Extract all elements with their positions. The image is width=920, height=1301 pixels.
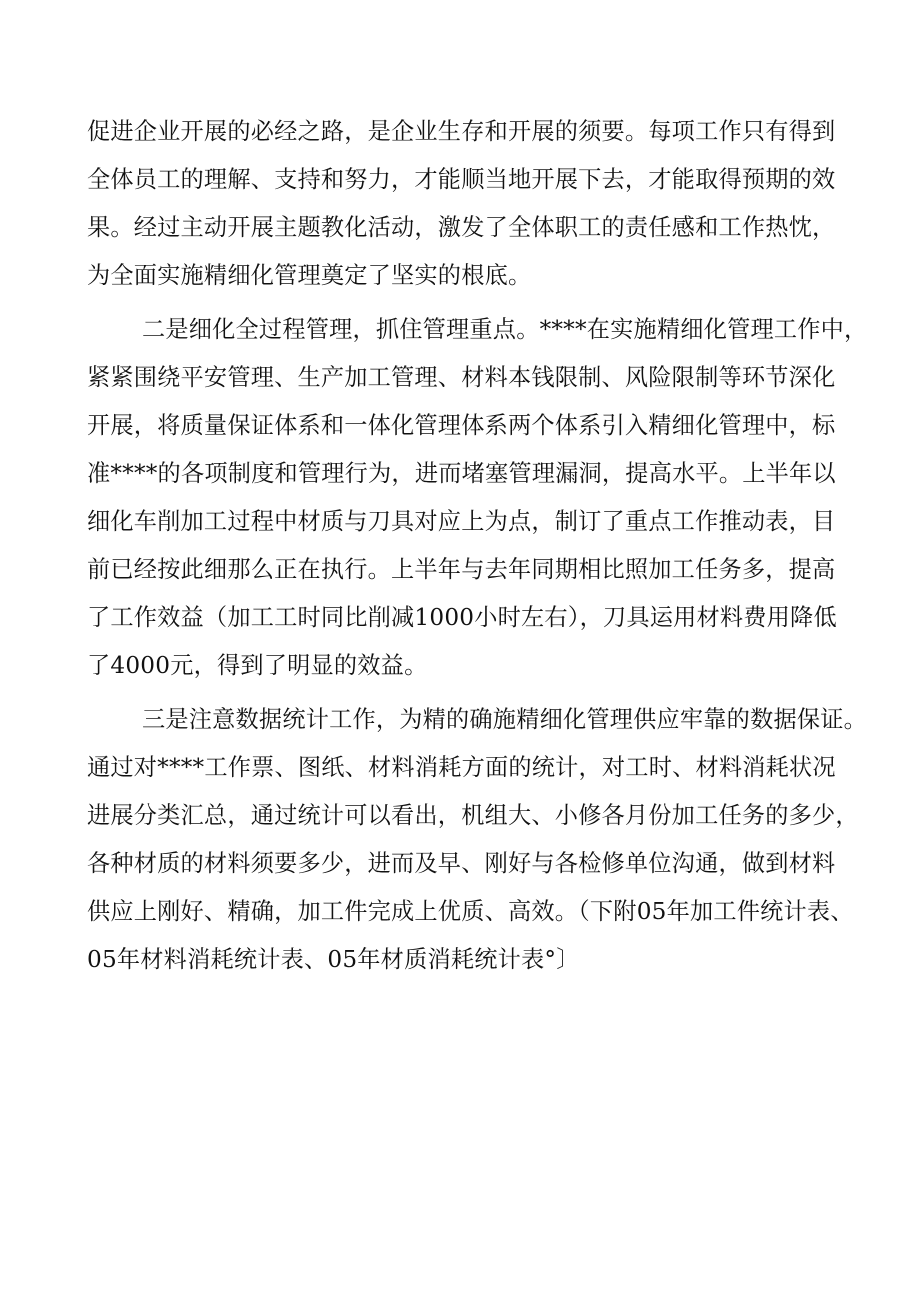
paragraph-2-line-7: 了工作效益（加工工时同比削减1000小时左右），刀具运用材料费用降低 (87, 604, 837, 631)
paragraph-2-line-2: 紧紧围绕平安管理、生产加工管理、材料本钱限制、风险限制等环节深化 (87, 364, 836, 391)
paragraph-2-line-6: 前已经按此细那么正在执行。上半年与去年同期相比照加工任务多，提高 (87, 556, 836, 583)
paragraph-2-line-1: 二是细化全过程管理，抓住管理重点。****在实施精细化管理工作中， (142, 316, 868, 343)
paragraph-3-line-2: 通过对****工作票、图纸、材料消耗方面的统计，对工时、材料消耗状况 (87, 754, 836, 781)
paragraph-2-line-3: 开展，将质量保证体系和一体化管理体系两个体系引入精细化管理中，标 (87, 412, 836, 439)
paragraph-3-line-3: 进展分类汇总，通过统计可以看出，机组大、小修各月份加工任务的多少， (87, 802, 859, 829)
paragraph-2-line-4: 准****的各项制度和管理行为，进而堵塞管理漏洞，提高水平。上半年以 (87, 460, 836, 487)
paragraph-3-line-4: 各种材质的材料须要多少，进而及早、刚好与各检修单位沟通，做到材料 (87, 850, 836, 877)
paragraph-2-line-8: 了4000元，得到了明显的效益。 (87, 652, 428, 679)
paragraph-3-line-1: 三是注意数据统计工作，为精的确施精细化管理供应牢靠的数据保证。 (142, 706, 868, 733)
paragraph-1-line-2: 全体员工的理解、支持和努力，才能顺当地开展下去，才能取得预期的效 (87, 166, 836, 193)
paragraph-3-line-6: 05年材料消耗统计表、05年材质消耗统计表°〕 (87, 946, 580, 973)
paragraph-1-line-3: 果。经过主动开展主题教化活动，激发了全体职工的责任感和工作热忱， (87, 214, 836, 241)
paragraph-1-line-1: 促进企业开展的必经之路，是企业生存和开展的须要。每项工作只有得到 (87, 118, 836, 145)
paragraph-1-line-4: 为全面实施精细化管理奠定了坚实的根底。 (87, 262, 532, 289)
paragraph-2-line-5: 细化车削加工过程中材质与刀具对应上为点，制订了重点工作推动表，目 (87, 508, 836, 535)
paragraph-3-line-5: 供应上刚好、精确，加工件完成上优质、高效。（下附05年加工件统计表、 (87, 898, 854, 925)
